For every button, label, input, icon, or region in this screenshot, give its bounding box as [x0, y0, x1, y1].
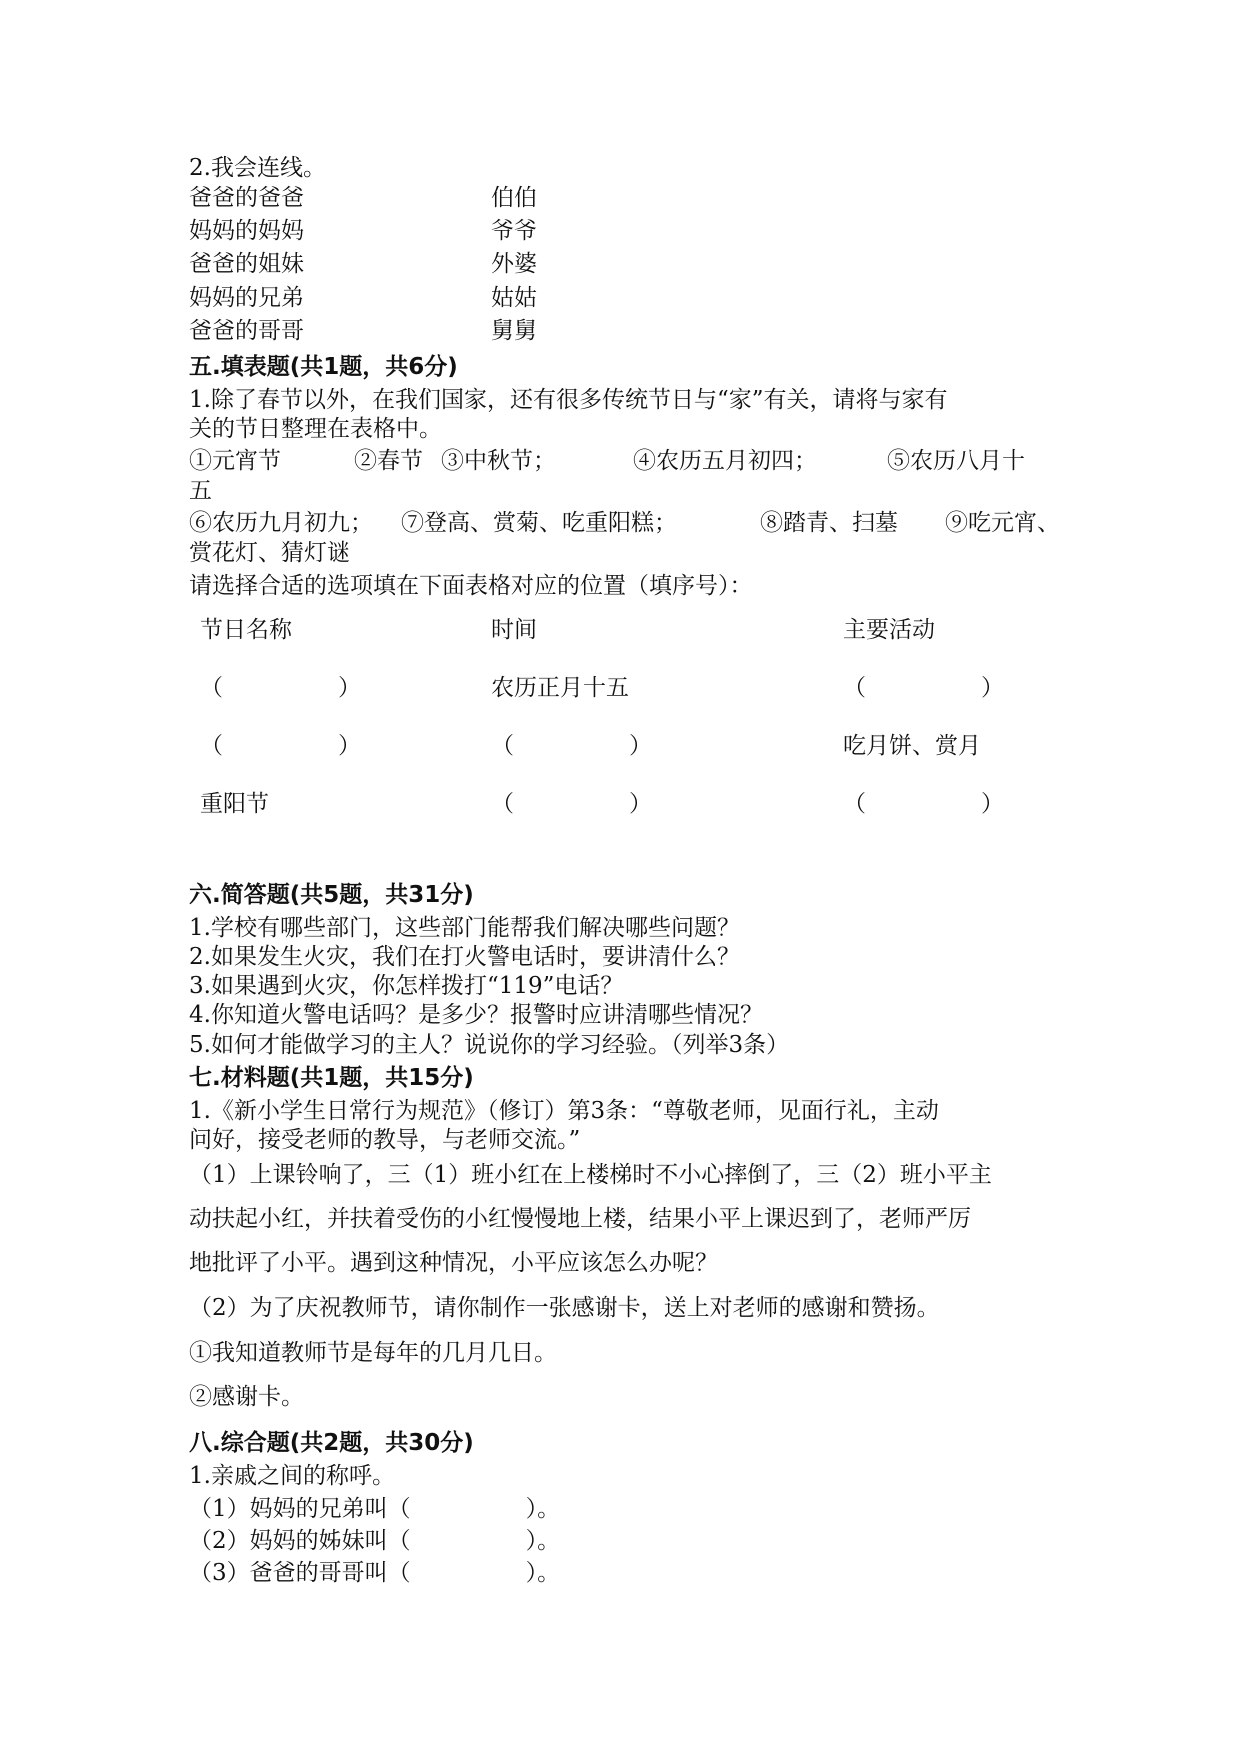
match-right-item: 外婆: [491, 251, 537, 277]
table-header: 节日名称: [200, 617, 292, 643]
list-item: （1）妈妈的兄弟叫（ ）。: [189, 1496, 561, 1522]
table-cell: （ ）: [491, 733, 652, 759]
option: ③中秋节；: [441, 448, 556, 474]
match-left-item: 爸爸的爸爸: [189, 185, 304, 211]
paragraph: ②感谢卡。: [189, 1384, 304, 1410]
match-right-item: 伯伯: [491, 185, 537, 211]
option: ①元宵节: [189, 448, 281, 474]
paragraph: 动扶起小红，并扶着受伤的小红慢慢地上楼，结果小平上课迟到了，老师严厉: [189, 1206, 971, 1232]
list-item: （3）爸爸的哥哥叫（ ）。: [189, 1560, 561, 1586]
instruction: 请选择合适的选项填在下面表格对应的位置（填序号）：: [189, 573, 753, 599]
list-item: 3.如果遇到火灾，你怎样拨打“119”电话？: [189, 973, 624, 999]
question-text: 1.除了春节以外，在我们国家，还有很多传统节日与“家”有关，请将与家有: [189, 387, 948, 413]
question-text: 1.《新小学生日常行为规范》（修订）第3条：“尊敬老师，见面行礼，主动: [189, 1098, 939, 1124]
option: ⑤农历八月十: [887, 448, 1025, 474]
table-header: 时间: [491, 617, 537, 643]
paragraph: 地批评了小平。遇到这种情况，小平应该怎么办呢？: [189, 1250, 718, 1276]
match-left-item: 爸爸的哥哥: [189, 318, 304, 344]
question-text: 1.亲戚之间的称呼。: [189, 1463, 395, 1489]
section-heading: 七.材料题(共1题，共15分): [189, 1065, 474, 1091]
option: ⑥农历九月初九；: [189, 510, 373, 536]
table-cell: 重阳节: [200, 791, 269, 817]
match-left-item: 妈妈的妈妈: [189, 218, 304, 244]
list-item: 4.你知道火警电话吗？是多少？报警时应讲清哪些情况？: [189, 1002, 763, 1028]
option: ④农历五月初四；: [633, 448, 817, 474]
section-heading: 六.简答题(共5题，共31分): [189, 882, 474, 908]
option: ⑨吃元宵、: [945, 510, 1060, 536]
match-right-item: 舅舅: [491, 318, 537, 344]
table-cell: （ ）: [200, 733, 361, 759]
table-cell: （ ）: [843, 675, 1004, 701]
list-item: （2）妈妈的姊妹叫（ ）。: [189, 1528, 561, 1554]
option: 赏花灯、猜灯谜: [189, 540, 350, 566]
paragraph: （1）上课铃响了，三（1）班小红在上楼梯时不小心摔倒了，三（2）班小平主: [189, 1162, 992, 1188]
match-right-item: 姑姑: [491, 285, 537, 311]
table-header: 主要活动: [843, 617, 935, 643]
table-cell: 农历正月十五: [491, 675, 629, 701]
option: 五: [189, 478, 212, 504]
paragraph: ①我知道教师节是每年的几月几日。: [189, 1340, 557, 1366]
table-cell: 吃月饼、赏月: [843, 733, 981, 759]
list-item: 1.学校有哪些部门，这些部门能帮我们解决哪些问题？: [189, 915, 740, 941]
option: ⑧踏青、扫墓: [760, 510, 898, 536]
match-right-item: 爷爷: [491, 218, 537, 244]
match-left-item: 爸爸的姐妹: [189, 251, 304, 277]
option: ⑦登高、赏菊、吃重阳糕；: [401, 510, 677, 536]
table-cell: （ ）: [843, 791, 1004, 817]
section-heading: 八.综合题(共2题，共30分): [189, 1430, 474, 1456]
table-cell: （ ）: [491, 791, 652, 817]
list-item: 2.如果发生火灾，我们在打火警电话时，要讲清什么？: [189, 944, 740, 970]
option: ②春节: [354, 448, 423, 474]
list-item: 5.如何才能做学习的主人？说说你的学习经验。（列举3条）: [189, 1032, 790, 1058]
paragraph: （2）为了庆祝教师节，请你制作一张感谢卡，送上对老师的感谢和赞扬。: [189, 1295, 940, 1321]
question-text: 问好，接受老师的教导，与老师交流。”: [189, 1127, 581, 1153]
match-left-item: 妈妈的兄弟: [189, 285, 304, 311]
question-title: 2.我会连线。: [189, 155, 326, 181]
section-heading: 五.填表题(共1题，共6分): [189, 354, 458, 380]
table-cell: （ ）: [200, 675, 361, 701]
question-text: 关的节日整理在表格中。: [189, 416, 442, 442]
